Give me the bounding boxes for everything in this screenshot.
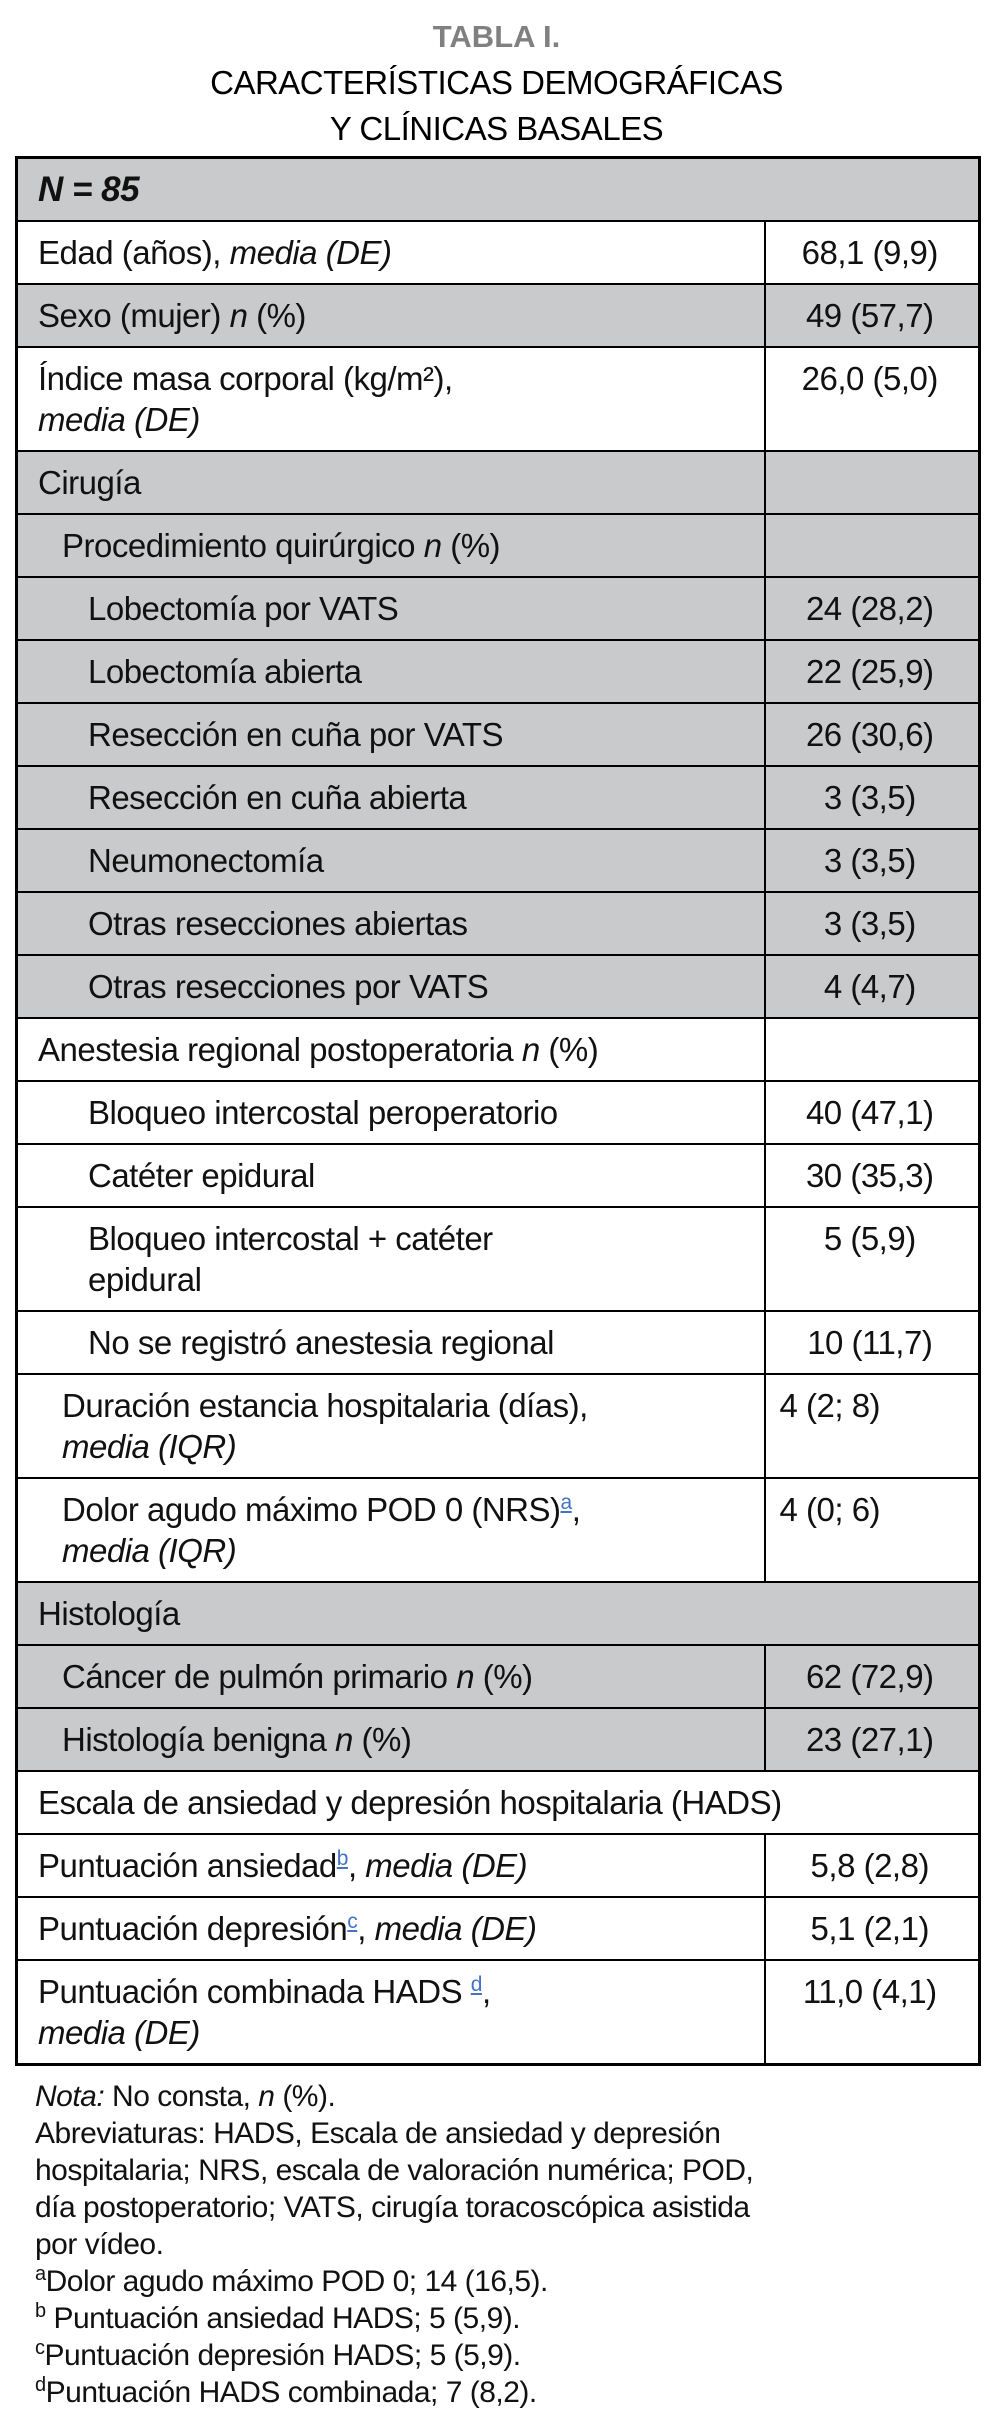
note-line: $^c$Puntuación depresión HADS; 5 (5,9). bbox=[35, 2337, 521, 2372]
row-label: Puntuación combinada HADS $^d$, media (DE) bbox=[17, 1960, 765, 2065]
table-row bbox=[17, 514, 980, 577]
note-line: Abreviaturas: HADS, Escala de ansiedad y depresión hospitalaria; NRS, escala de valoración numérica; POD, día postoperatorio; VATS, cirugía toracoscópica asistida por vídeo. bbox=[35, 2117, 754, 2261]
row-label: Resección en cuña por VATS bbox=[17, 703, 765, 766]
row-label: Sexo (mujer) n (%) bbox=[17, 284, 765, 347]
row-value: 3 (3,5) bbox=[765, 829, 980, 892]
row-label: Bloqueo intercostal + catéter epidural bbox=[17, 1207, 765, 1311]
table-row bbox=[17, 1645, 980, 1708]
footnote-marker-c[interactable]: c bbox=[347, 1910, 358, 1933]
footnote-marker-a[interactable]: a bbox=[560, 1491, 572, 1514]
table-caption-line1: CARACTERÍSTICAS DEMOGRÁFICAS bbox=[210, 64, 783, 101]
note-line: $^d$Puntuación HADS combinada; 7 (8,2). bbox=[35, 2374, 537, 2409]
note-line: Nota: No consta, n (%). bbox=[35, 2080, 336, 2113]
row-value: 4 (0; 6) bbox=[765, 1478, 980, 1582]
table-caption-line2: Y CLÍNICAS BASALES bbox=[329, 110, 664, 147]
baseline-characteristics-table bbox=[15, 156, 981, 2066]
row-value: 26,0 (5,0) bbox=[765, 347, 980, 451]
row-value: 24 (28,2) bbox=[765, 577, 980, 640]
row-label: Cáncer de pulmón primario n (%) bbox=[17, 1645, 765, 1708]
row-value: 49 (57,7) bbox=[765, 284, 980, 347]
sample-size-row bbox=[17, 158, 980, 222]
table-row bbox=[17, 284, 980, 347]
note-line: $^a$Dolor agudo máximo POD 0; 14 (16,5). bbox=[35, 2263, 548, 2298]
row-label: Cirugía bbox=[17, 451, 765, 514]
row-value: 10 (11,7) bbox=[765, 1311, 980, 1374]
table-row bbox=[17, 1960, 980, 2065]
row-value: 68,1 (9,9) bbox=[765, 221, 980, 284]
note-line: $^b$ Puntuación ansiedad HADS; 5 (5,9). bbox=[35, 2300, 521, 2335]
table-footnotes bbox=[35, 2078, 965, 2411]
table-row bbox=[17, 829, 980, 892]
footnote-marker-c: c bbox=[35, 2337, 45, 2359]
row-label: Puntuación depresión$^c$, media (DE) bbox=[17, 1897, 765, 1960]
row-value: 4 (4,7) bbox=[765, 955, 980, 1018]
row-label: Otras resecciones abiertas bbox=[17, 892, 765, 955]
table-row bbox=[17, 1311, 980, 1374]
row-value: 3 (3,5) bbox=[765, 892, 980, 955]
table-row bbox=[17, 1897, 980, 1960]
row-label: Bloqueo intercostal peroperatorio bbox=[17, 1081, 765, 1144]
footnote-marker-d[interactable]: d bbox=[470, 1973, 482, 1996]
row-value: 30 (35,3) bbox=[765, 1144, 980, 1207]
row-value: 3 (3,5) bbox=[765, 766, 980, 829]
row-value bbox=[765, 514, 980, 577]
table-row bbox=[17, 1374, 980, 1478]
table-row bbox=[17, 1708, 980, 1771]
row-label: Procedimiento quirúrgico n (%) bbox=[17, 514, 765, 577]
table-row bbox=[17, 1582, 980, 1645]
row-value: 5,8 (2,8) bbox=[765, 1834, 980, 1897]
row-label: Neumonectomía bbox=[17, 829, 765, 892]
row-label: N = 85 bbox=[17, 158, 980, 222]
row-value: 5 (5,9) bbox=[765, 1207, 980, 1311]
row-label: Lobectomía abierta bbox=[17, 640, 765, 703]
table-number-heading: TABLA I. bbox=[432, 19, 561, 54]
row-label: Histología bbox=[17, 1582, 980, 1645]
table-row bbox=[17, 1018, 980, 1081]
row-value bbox=[765, 451, 980, 514]
row-value: 22 (25,9) bbox=[765, 640, 980, 703]
row-label: Otras resecciones por VATS bbox=[17, 955, 765, 1018]
table-row bbox=[17, 221, 980, 284]
table-row bbox=[17, 347, 980, 451]
row-value: 23 (27,1) bbox=[765, 1708, 980, 1771]
table-row bbox=[17, 577, 980, 640]
table-body bbox=[17, 158, 980, 2065]
row-label: Edad (años), media (DE) bbox=[17, 221, 765, 284]
footnote-marker-a: a bbox=[35, 2263, 46, 2285]
row-label: Duración estancia hospitalaria (días), media (IQR) bbox=[17, 1374, 765, 1478]
row-label: Anestesia regional postoperatoria n (%) bbox=[17, 1018, 765, 1081]
row-value: 40 (47,1) bbox=[765, 1081, 980, 1144]
footnote-marker-b[interactable]: b bbox=[336, 1847, 348, 1870]
footnote-marker-d: d bbox=[35, 2374, 46, 2396]
footnote-marker-b: b bbox=[35, 2300, 46, 2322]
row-value: 26 (30,6) bbox=[765, 703, 980, 766]
row-value: 11,0 (4,1) bbox=[765, 1960, 980, 2065]
table-row bbox=[17, 640, 980, 703]
table-row bbox=[17, 451, 980, 514]
table-row bbox=[17, 1834, 980, 1897]
row-value: 62 (72,9) bbox=[765, 1645, 980, 1708]
table-row bbox=[17, 703, 980, 766]
row-value bbox=[765, 1018, 980, 1081]
table-row bbox=[17, 1478, 980, 1582]
row-label: Resección en cuña abierta bbox=[17, 766, 765, 829]
row-value: 5,1 (2,1) bbox=[765, 1897, 980, 1960]
table-row bbox=[17, 892, 980, 955]
table-row bbox=[17, 1771, 980, 1834]
row-label: No se registró anestesia regional bbox=[17, 1311, 765, 1374]
row-label: Puntuación ansiedad$^b$, media (DE) bbox=[17, 1834, 765, 1897]
row-label: Lobectomía por VATS bbox=[17, 577, 765, 640]
row-label: Escala de ansiedad y depresión hospitalaria (HADS) bbox=[17, 1771, 980, 1834]
table-title-block bbox=[0, 0, 993, 152]
table-row bbox=[17, 766, 980, 829]
table-row bbox=[17, 1207, 980, 1311]
row-label: Histología benigna n (%) bbox=[17, 1708, 765, 1771]
row-value: 4 (2; 8) bbox=[765, 1374, 980, 1478]
table-row bbox=[17, 955, 980, 1018]
row-label: Dolor agudo máximo POD 0 (NRS)$^a$, media (IQR) bbox=[17, 1478, 765, 1582]
table-row bbox=[17, 1144, 980, 1207]
table-row bbox=[17, 1081, 980, 1144]
row-label: Índice masa corporal (kg/m²), media (DE) bbox=[17, 347, 765, 451]
row-label: Catéter epidural bbox=[17, 1144, 765, 1207]
